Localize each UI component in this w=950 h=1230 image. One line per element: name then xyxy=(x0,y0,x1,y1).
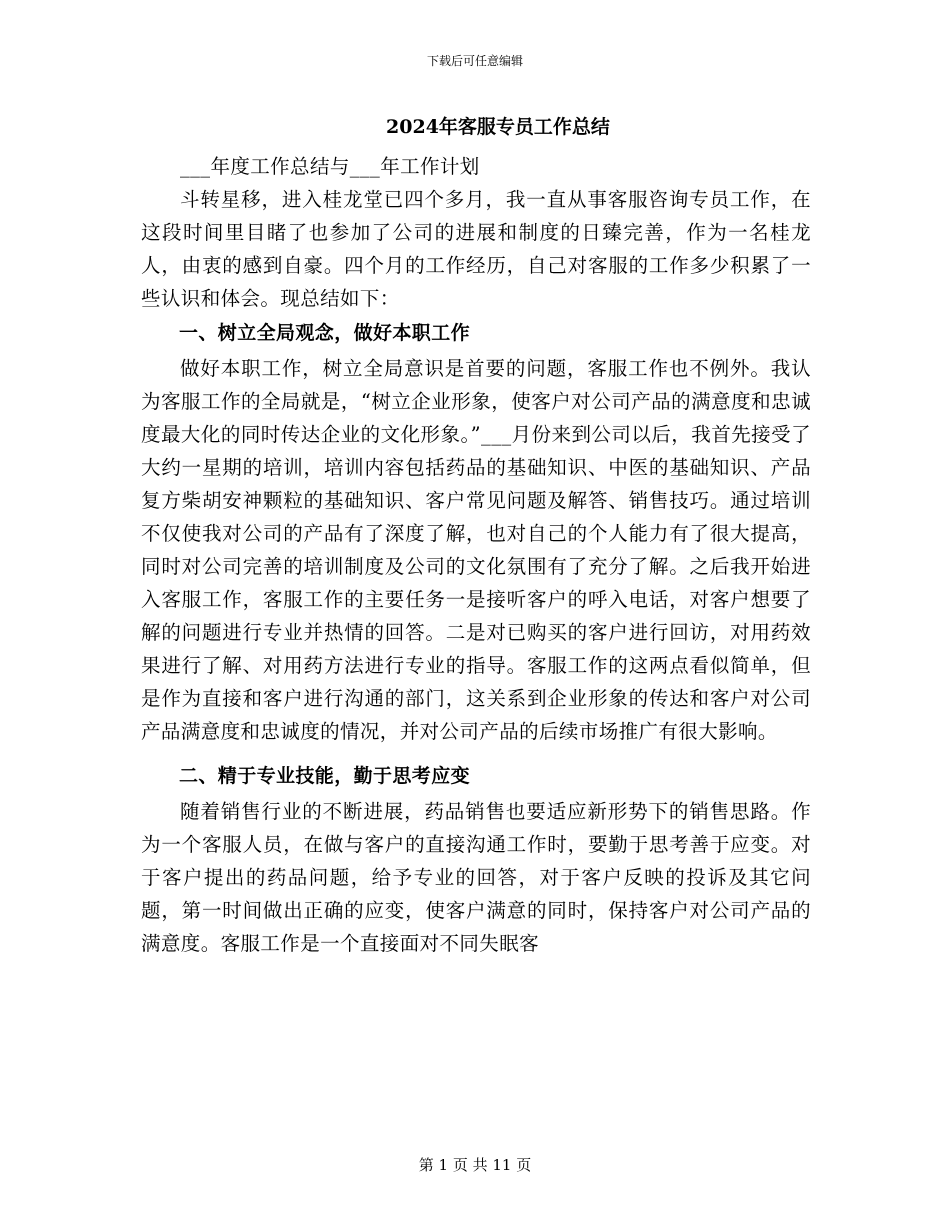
document-title: 2024年客服专员工作总结 xyxy=(386,116,610,138)
paragraph-section-2: 随着销售行业的不断进展，药品销售也要适应新形势下的销售思路。作为一个客服人员，在做与客户的直接沟通工作时，要勤于思考善于应变。对于客户提出的药品问题，给予专业的回答，对于客户反映的投诉及其它问题，第一时间做出正确的应变，使客户满意的同时，保持客户对公司产品的满意度。客服工作是一个直接面对不同失眠客 xyxy=(141,800,811,955)
page-number: 第 1 页 共 11 页 xyxy=(418,1156,532,1174)
page-header-note: 下载后可任意编辑 xyxy=(426,54,523,68)
document-subtitle: ___年度工作总结与___年工作计划 xyxy=(180,155,480,178)
paragraph-intro: 斗转星移，进入桂龙堂已四个多月，我一直从事客服咨询专员工作，在这段时间里目睹了也参加了公司的进展和制度的日臻完善，作为一名桂龙人，由衷的感到自豪。四个月的工作经历，自己对客服的工作多少积累了一些认识和体会。现总结如下： xyxy=(141,188,811,310)
document-body xyxy=(141,150,811,960)
paragraph-section-1: 做好本职工作，树立全局意识是首要的问题，客服工作也不例外。我认为客服工作的全局就是，“树立企业形象，使客户对公司产品的满意度和忠诚度最大化的同时传达企业的文化形象。”___月份来到公司以后，我首先接受了大约一星期的培训，培训内容包括药品的基础知识、中医的基础知识、产品复方柴胡安神颗粒的基础知识、客户常见问题及解答、销售技巧。通过培训不仅使我对公司的产品有了深度了解，也对自己的个人能力有了很大提高，同时对公司完善的培训制度及公司的文化氛围有了充分了解。之后我开始进入客服工作，客服工作的主要任务一是接听客户的呼入电话，对客户想要了解的问题进行专业并热情的回答。二是对已购买的客户进行回访，对用药效果进行了解、对用药方法进行专业的指导。客服工作的这两点看似简单，但是作为直接和客户进行沟通的部门，这关系到企业形象的传达和客户对公司产品满意度和忠诚度的情况，并对公司产品的后续市场推广有很大影响。 xyxy=(141,357,811,743)
section-heading-2: 二、精于专业技能，勤于思考应变 xyxy=(179,765,471,787)
section-heading-1: 一、树立全局观念，做好本职工作 xyxy=(179,322,471,344)
